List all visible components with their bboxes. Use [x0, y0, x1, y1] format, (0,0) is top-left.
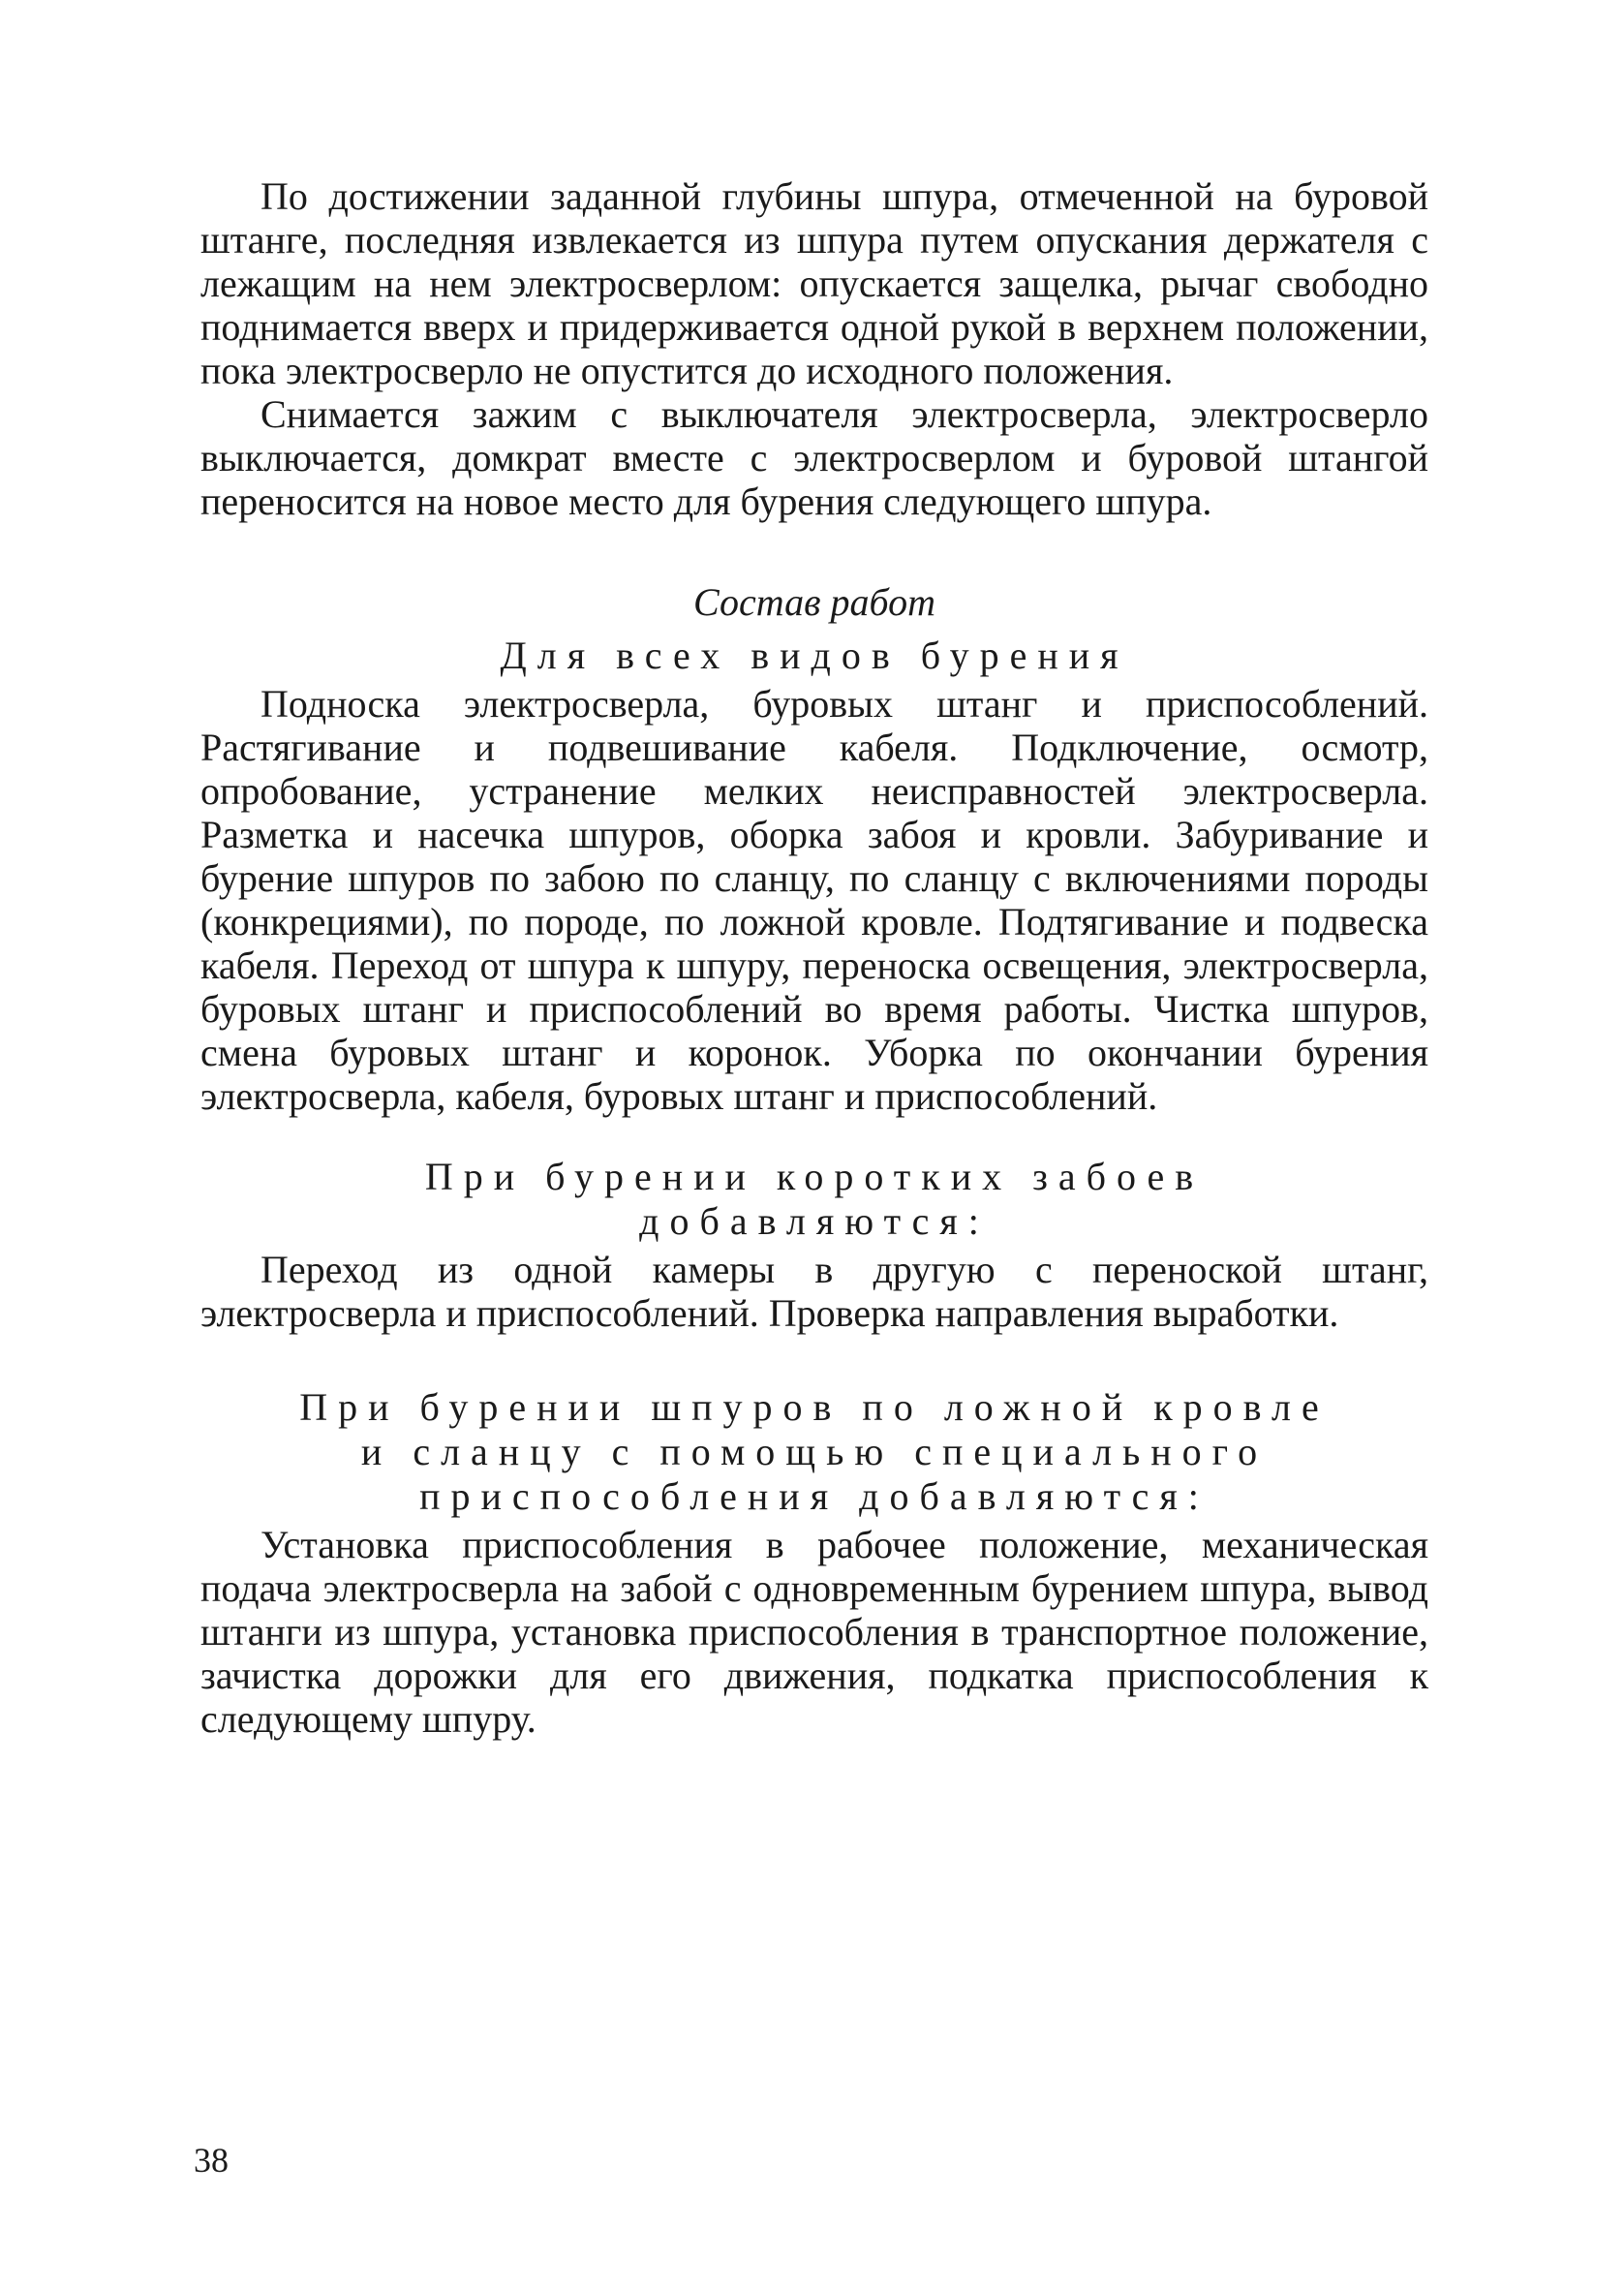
heading-line: При бурении шпуров по ложной кровле [299, 1385, 1330, 1429]
subsection-text-false-roof: Установка приспособления в рабочее положение, механическая подача электросверла на забой с одновременным бурением шпура, вывод штанги из шпура, установка приспособления в транспортное положение, зачистка дорожки для его движения, подкатка приспособления к следующему шпуру. [200, 1523, 1428, 1741]
section-title: Состав работ [693, 580, 935, 624]
heading-line: При бурении коротких забоев [424, 1155, 1205, 1198]
intro-paragraph-1: По достижении заданной глубины шпура, отмеченной на буровой штанге, последняя извлекается из шпура путем опускания держателя с лежащим на нем электросверлом: опускается защелка, рычаг свободно поднимается вверх и придерживается одной рукой в верхнем положении, пока электросверло не опустится до исходного положения. [200, 174, 1428, 392]
subsection-heading-false-roof [200, 1385, 1428, 1519]
subsection-text-short-faces: Переход из одной камеры в другую с переноской штанг, электросверла и приспособлений. Проверка направления выработки. [200, 1248, 1428, 1335]
page-number: 38 [194, 2141, 229, 2180]
subsection-heading-short-faces [200, 1155, 1428, 1244]
heading-line: приспособления добавляются: [419, 1474, 1210, 1518]
intro-paragraph-2: Снимается зажим с выключателя электросверла, электросверло выключается, домкрат вместе с электросверлом и буровой штангой переносится на новое место для бурения следующего шпура. [200, 392, 1428, 523]
heading-line: добавляются: [639, 1199, 990, 1243]
heading-line: и сланцу с помощью специального [360, 1430, 1269, 1473]
subsection-text-all-drilling: Подноска электросверла, буровых штанг и приспособлений. Растягивание и подвешивание кабеля. Подключение, осмотр, опробование, устранение мелких неисправностей электросверла. Разметка и насечка шпуров, оборка забоя и кровли. Забуривание и бурение шпуров по забою по сланцу, по сланцу с включениями породы (конкрециями), по породе, по ложной кровле. Подтягивание и подвеска кабеля. Переход от шпура к шпуру, переноска освещения, электросверла, буровых штанг и приспособлений во время работы. Чистка шпуров, смена буровых штанг и коронок. Уборка по окончании бурения электросверла, кабеля, буровых штанг и приспособлений. [200, 682, 1428, 1118]
heading-line: Для всех видов бурения [500, 634, 1129, 677]
page-body [200, 174, 1428, 1741]
subsection-heading-all-drilling [200, 634, 1428, 678]
